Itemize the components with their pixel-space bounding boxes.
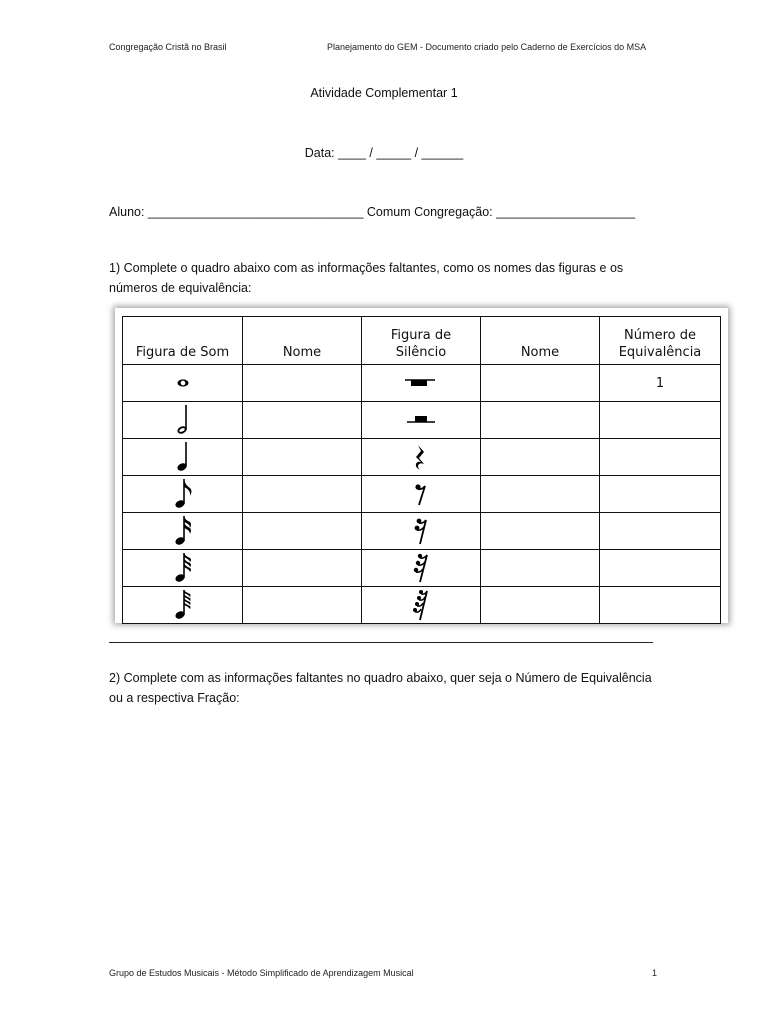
header-rest-figure [362,317,481,365]
sound-name-cell[interactable] [243,402,362,439]
rest-name-cell[interactable] [481,513,600,550]
whole-rest-icon [362,365,481,402]
table-row [123,550,721,587]
table-row [123,513,721,550]
whole-note-icon [123,365,243,402]
sixty-fourth-note-icon [123,587,243,624]
table-row [123,476,721,513]
page-title: Atividade Complementar 1 [310,86,458,100]
table-row [123,365,721,402]
question-1: 1) Complete o quadro abaixo com as informações faltantes, como os nomes das figuras e os números de equivalência: [109,261,624,295]
thirty-second-rest-icon [362,550,481,587]
table-row [123,402,721,439]
section-divider [109,642,653,643]
header-sound-name: Nome [243,317,362,365]
equivalence-cell[interactable] [600,550,721,587]
header-right: Planejamento do GEM - Documento criado pelo Caderno de Exercícios do MSA [327,42,647,52]
sound-name-cell[interactable] [243,587,362,624]
header-equivalence-label: Número de Equivalência [618,328,702,360]
header-sound-figure: Figura de Som [123,317,243,365]
eighth-rest-icon [362,476,481,513]
sound-name-cell[interactable] [243,439,362,476]
sound-name-cell[interactable] [243,550,362,587]
thirty-second-note-icon [123,550,243,587]
question-2: 2) Complete com as informações faltantes no quadro abaixo, quer seja o Número de Equivalência ou a respectiva Fração: [109,671,652,705]
figures-table-frame [115,308,728,623]
quarter-rest-icon [362,439,481,476]
half-rest-icon [362,402,481,439]
equivalence-cell[interactable] [600,476,721,513]
equivalence-cell[interactable]: 1 [600,365,721,402]
header-rest-figure-label: Figura de Silêncio [390,328,452,360]
eighth-note-icon [123,476,243,513]
half-note-icon [123,402,243,439]
sixteenth-rest-icon [362,513,481,550]
footer-left: Grupo de Estudos Musicais - Método Simplificado de Aprendizagem Musical [109,968,414,978]
rest-name-cell[interactable] [481,402,600,439]
sound-name-cell[interactable] [243,476,362,513]
rest-name-cell[interactable] [481,439,600,476]
sound-name-cell[interactable] [243,365,362,402]
sound-name-cell[interactable] [243,513,362,550]
header-equivalence [600,317,721,365]
equivalence-cell[interactable] [600,402,721,439]
header-rest-name: Nome [481,317,600,365]
equivalence-cell[interactable] [600,513,721,550]
rest-name-cell[interactable] [481,550,600,587]
rest-name-cell[interactable] [481,365,600,402]
equivalence-cell[interactable] [600,587,721,624]
quarter-note-icon [123,439,243,476]
sixty-fourth-rest-icon [362,587,481,624]
equivalence-cell[interactable] [600,439,721,476]
rest-name-cell[interactable] [481,476,600,513]
table-row [123,439,721,476]
table-row [123,587,721,624]
date-line: Data: ____ / _____ / ______ [304,146,464,160]
sixteenth-note-icon [123,513,243,550]
figures-table [122,316,721,624]
rest-name-cell[interactable] [481,587,600,624]
table-header-row [123,317,721,365]
student-line: Aluno: _______________________________ Comum Congregação: ____________________ [109,205,636,219]
page-number: 1 [652,968,658,978]
header-left: Congregação Cristã no Brasil [109,42,227,52]
